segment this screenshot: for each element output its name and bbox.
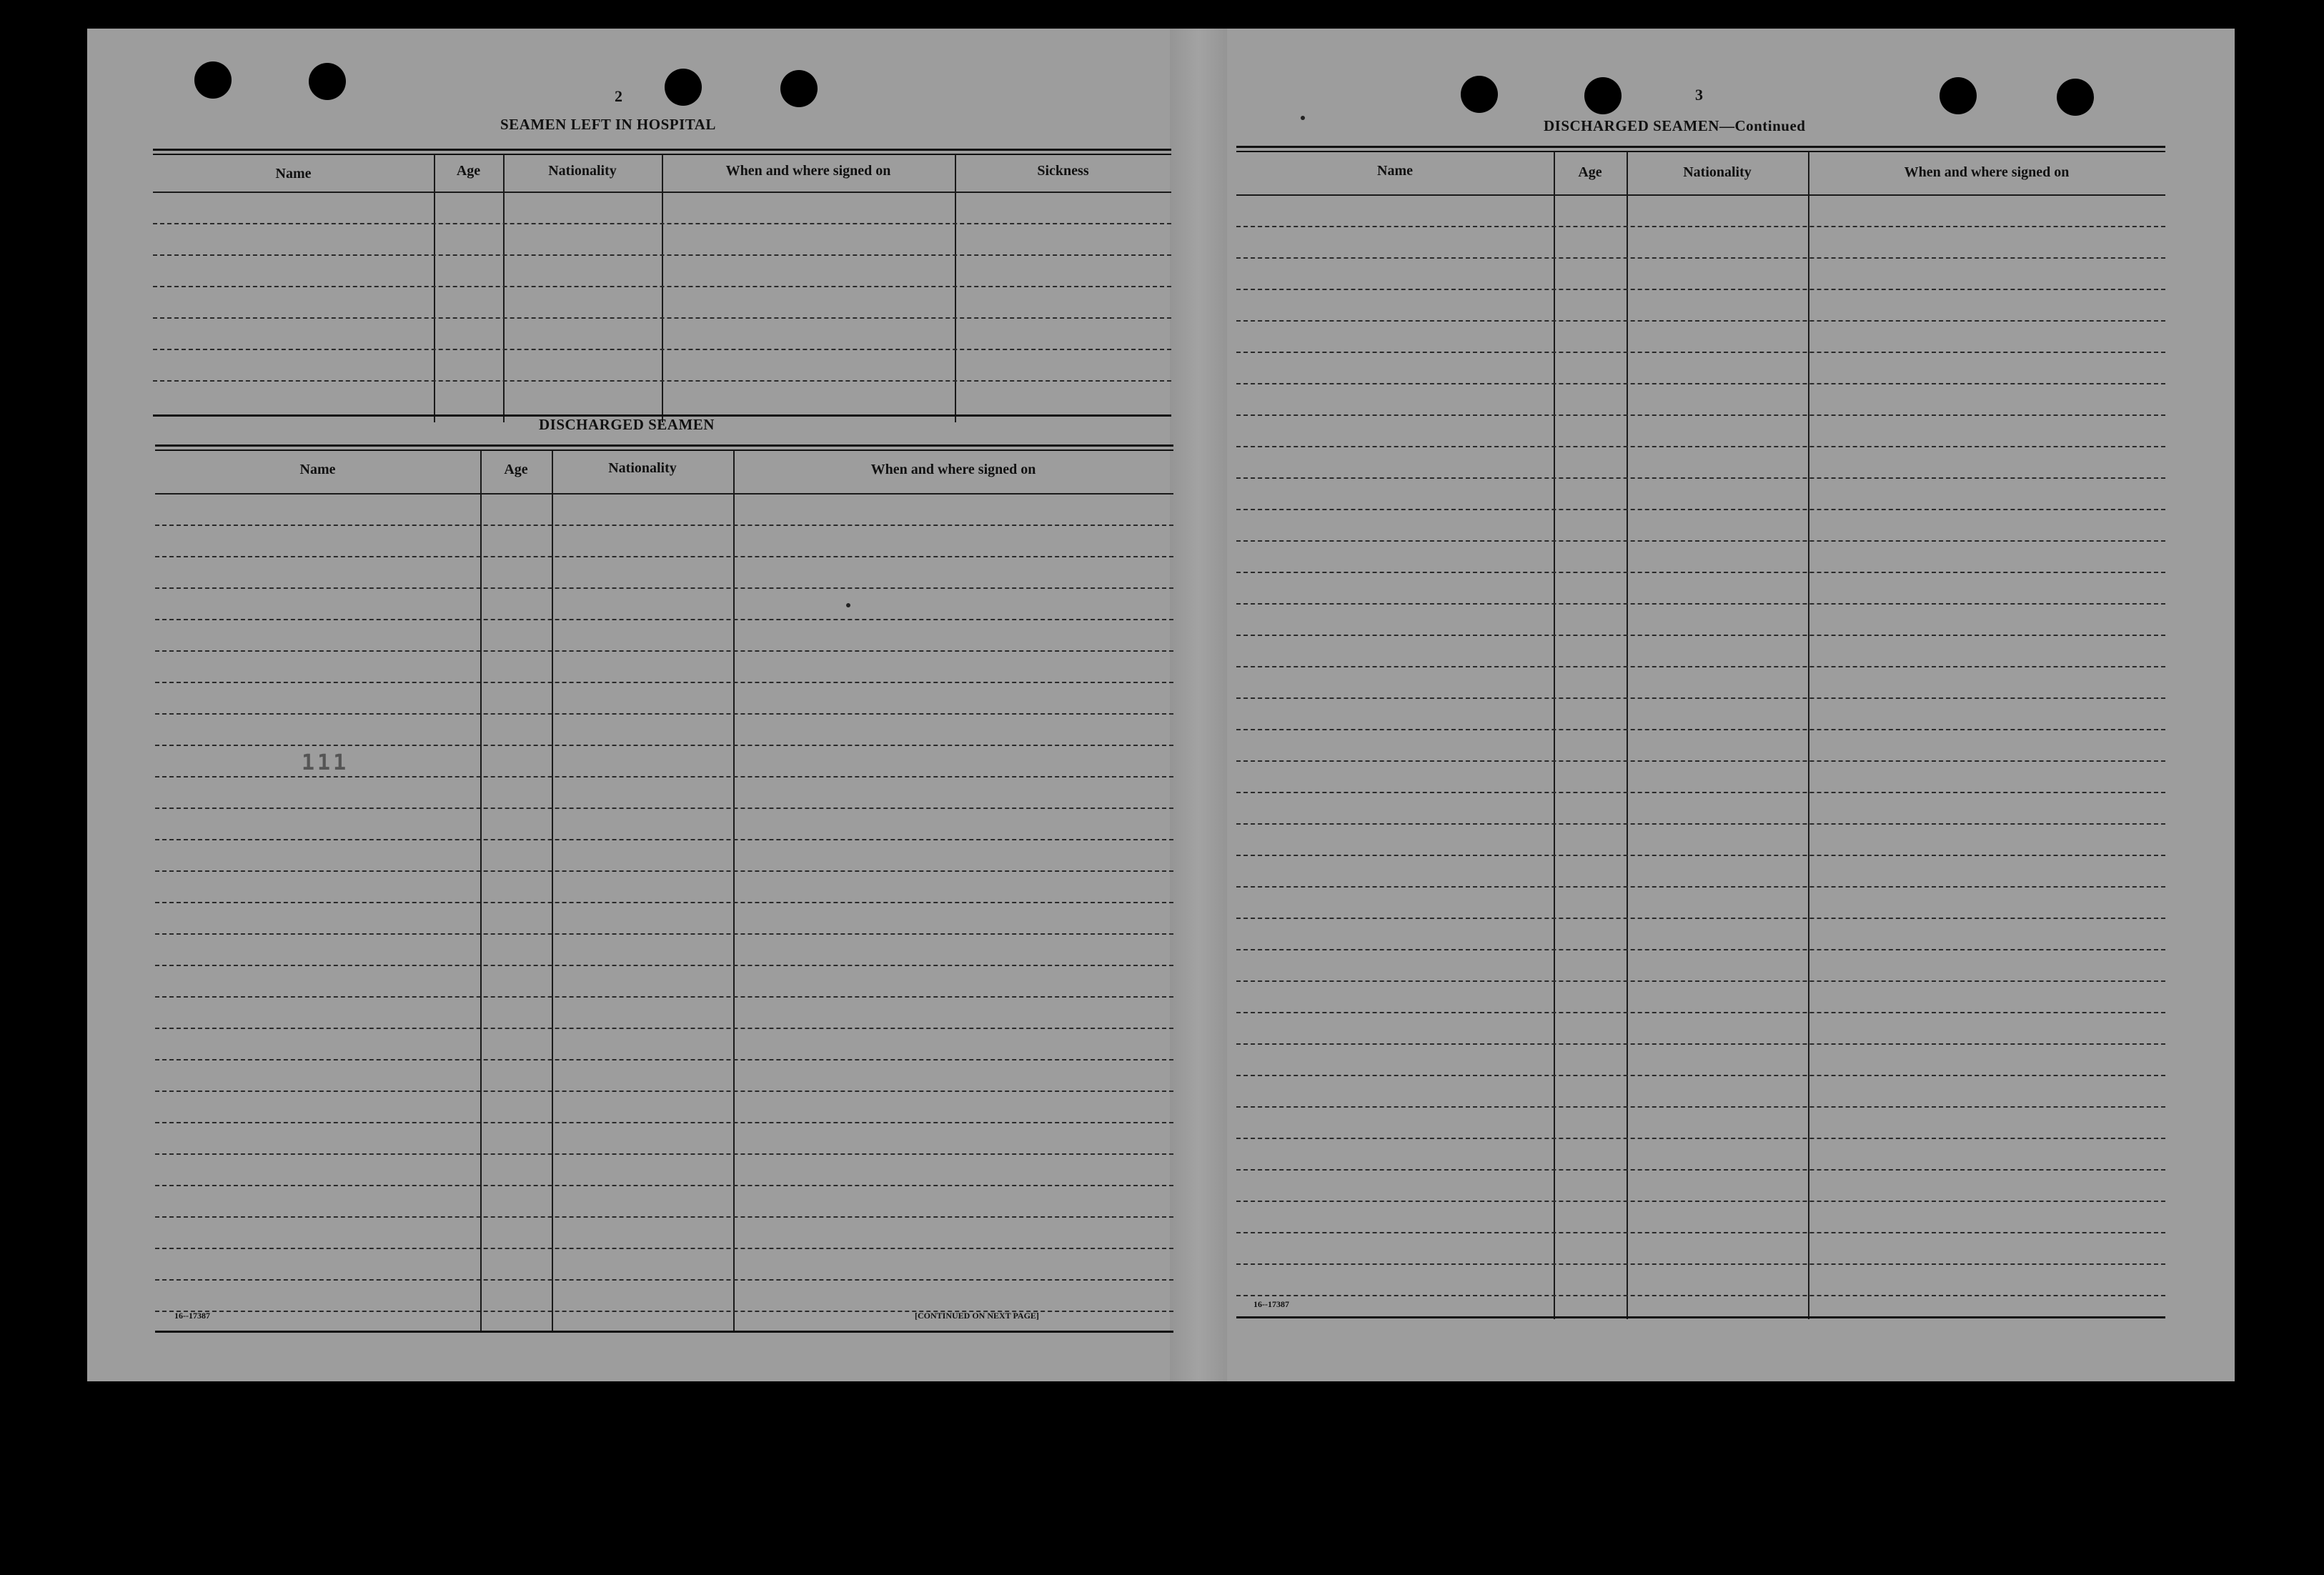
- table-row-line: [155, 996, 1173, 998]
- table-row-line: [155, 965, 1173, 966]
- table-row-line: [1236, 1012, 2165, 1013]
- punch-hole: [1584, 77, 1622, 114]
- punch-hole: [194, 61, 232, 99]
- column-header: When and where signed on: [870, 462, 1036, 477]
- punch-hole: [309, 63, 346, 100]
- table-row-line: [1236, 697, 2165, 699]
- column-header: Nationality: [1683, 164, 1752, 180]
- table-row-line: [1236, 729, 2165, 730]
- column-divider: [733, 450, 735, 1333]
- table-row-line: [1236, 980, 2165, 982]
- table-row-line: [155, 1279, 1173, 1281]
- column-divider: [1554, 151, 1555, 1319]
- column-header: Age: [456, 163, 481, 179]
- column-header: Nationality: [608, 460, 677, 476]
- table-row-line: [1236, 1201, 2165, 1202]
- table-top-rule: [155, 449, 1173, 451]
- table-row-line: [1236, 477, 2165, 479]
- table-row-line: [1236, 320, 2165, 322]
- table-row-line: [1236, 1169, 2165, 1171]
- continued-note: [CONTINUED ON NEXT PAGE]: [915, 1311, 1039, 1321]
- table-bottom-rule: [155, 1331, 1173, 1333]
- page-number: 2: [615, 87, 622, 105]
- table-row-line: [1236, 1043, 2165, 1045]
- table-row-line: [155, 1122, 1173, 1123]
- header-underline: [153, 192, 1171, 193]
- table-row-line: [155, 776, 1173, 777]
- table-row-line: [155, 682, 1173, 683]
- document-sheet: [87, 29, 2235, 1381]
- table-row-line: [1236, 414, 2165, 416]
- table-row-line: [1236, 666, 2165, 667]
- table-row-line: [153, 349, 1171, 350]
- table-row-line: [1236, 823, 2165, 825]
- form-number: 16--17387: [174, 1311, 210, 1321]
- table-row-line: [1236, 257, 2165, 259]
- table-row-line: [153, 223, 1171, 224]
- table-row-line: [155, 745, 1173, 746]
- table-row-line: [155, 1248, 1173, 1249]
- table-row-line: [1236, 760, 2165, 762]
- column-divider: [503, 154, 505, 422]
- section-title-hospital: SEAMEN LEFT IN HOSPITAL: [500, 116, 716, 133]
- table-row-line: [1236, 1075, 2165, 1076]
- table-row-line: [1236, 603, 2165, 605]
- table-row-line: [155, 556, 1173, 557]
- table-row-line: [1236, 855, 2165, 856]
- table-row-line: [1236, 226, 2165, 227]
- table-row-line: [155, 902, 1173, 903]
- table-row-line: [155, 713, 1173, 715]
- form-number: 16--17387: [1253, 1299, 1289, 1309]
- table-row-line: [1236, 1295, 2165, 1296]
- table-row-line: [1236, 446, 2165, 447]
- column-divider: [1808, 151, 1809, 1319]
- column-divider: [552, 450, 553, 1333]
- table-row-line: [155, 1028, 1173, 1029]
- table-row-line: [1236, 635, 2165, 636]
- punch-hole: [2057, 79, 2094, 116]
- table-row-line: [155, 808, 1173, 809]
- table-row-line: [1236, 352, 2165, 353]
- table-top-rule: [155, 444, 1173, 447]
- table-row-line: [155, 650, 1173, 652]
- table-bottom-rule: [1236, 1316, 2165, 1318]
- table-row-line: [1236, 1106, 2165, 1108]
- pencil-mark: 111: [302, 750, 349, 775]
- punch-hole: [780, 70, 818, 107]
- page-fold: [1170, 29, 1227, 1381]
- table-row-line: [1236, 918, 2165, 919]
- column-divider: [480, 450, 482, 1333]
- table-row-line: [153, 317, 1171, 319]
- table-row-line: [155, 839, 1173, 840]
- column-header: Name: [299, 462, 336, 477]
- table-row-line: [1236, 509, 2165, 510]
- table-top-rule: [153, 149, 1171, 151]
- table-row-line: [1236, 1263, 2165, 1265]
- column-divider: [1627, 151, 1628, 1319]
- page-number: 3: [1695, 86, 1703, 104]
- table-row-line: [1236, 1138, 2165, 1139]
- table-top-rule: [1236, 151, 2165, 152]
- punch-hole: [1461, 76, 1498, 113]
- section-title-discharged: DISCHARGED SEAMEN: [539, 416, 715, 433]
- table-row-line: [155, 587, 1173, 589]
- table-row-line: [153, 380, 1171, 382]
- column-header: Sickness: [1037, 163, 1089, 179]
- table-row-line: [1236, 540, 2165, 542]
- column-header: Age: [504, 462, 528, 477]
- section-title-discharged-continued: DISCHARGED SEAMEN—Continued: [1544, 117, 1806, 134]
- punch-hole: [665, 69, 702, 106]
- speck: [1301, 116, 1305, 120]
- table-row-line: [1236, 949, 2165, 950]
- table-row-line: [155, 1059, 1173, 1060]
- table-row-line: [155, 1153, 1173, 1155]
- speck: [846, 603, 850, 607]
- table-row-line: [1236, 792, 2165, 793]
- column-header: Name: [1377, 163, 1413, 179]
- column-header: Nationality: [548, 163, 617, 179]
- table-row-line: [155, 1216, 1173, 1218]
- column-header: Name: [275, 166, 312, 182]
- header-underline: [155, 493, 1173, 495]
- table-row-line: [1236, 383, 2165, 384]
- table-row-line: [1236, 1232, 2165, 1233]
- column-divider: [662, 154, 663, 422]
- table-row-line: [1236, 572, 2165, 573]
- table-row-line: [1236, 886, 2165, 888]
- table-row-line: [1236, 289, 2165, 290]
- table-row-line: [155, 619, 1173, 620]
- table-row-line: [155, 933, 1173, 935]
- table-row-line: [155, 1185, 1173, 1186]
- table-top-rule: [1236, 146, 2165, 148]
- column-header: Age: [1578, 164, 1602, 180]
- table-row-line: [153, 254, 1171, 256]
- column-header: When and where signed on: [1904, 164, 2070, 180]
- punch-hole: [1940, 77, 1977, 114]
- column-divider: [955, 154, 956, 422]
- table-row-line: [155, 525, 1173, 526]
- table-row-line: [153, 286, 1171, 287]
- header-underline: [1236, 194, 2165, 196]
- table-row-line: [155, 1090, 1173, 1092]
- table-row-line: [155, 870, 1173, 872]
- column-header: When and where signed on: [725, 163, 891, 179]
- column-divider: [434, 154, 435, 422]
